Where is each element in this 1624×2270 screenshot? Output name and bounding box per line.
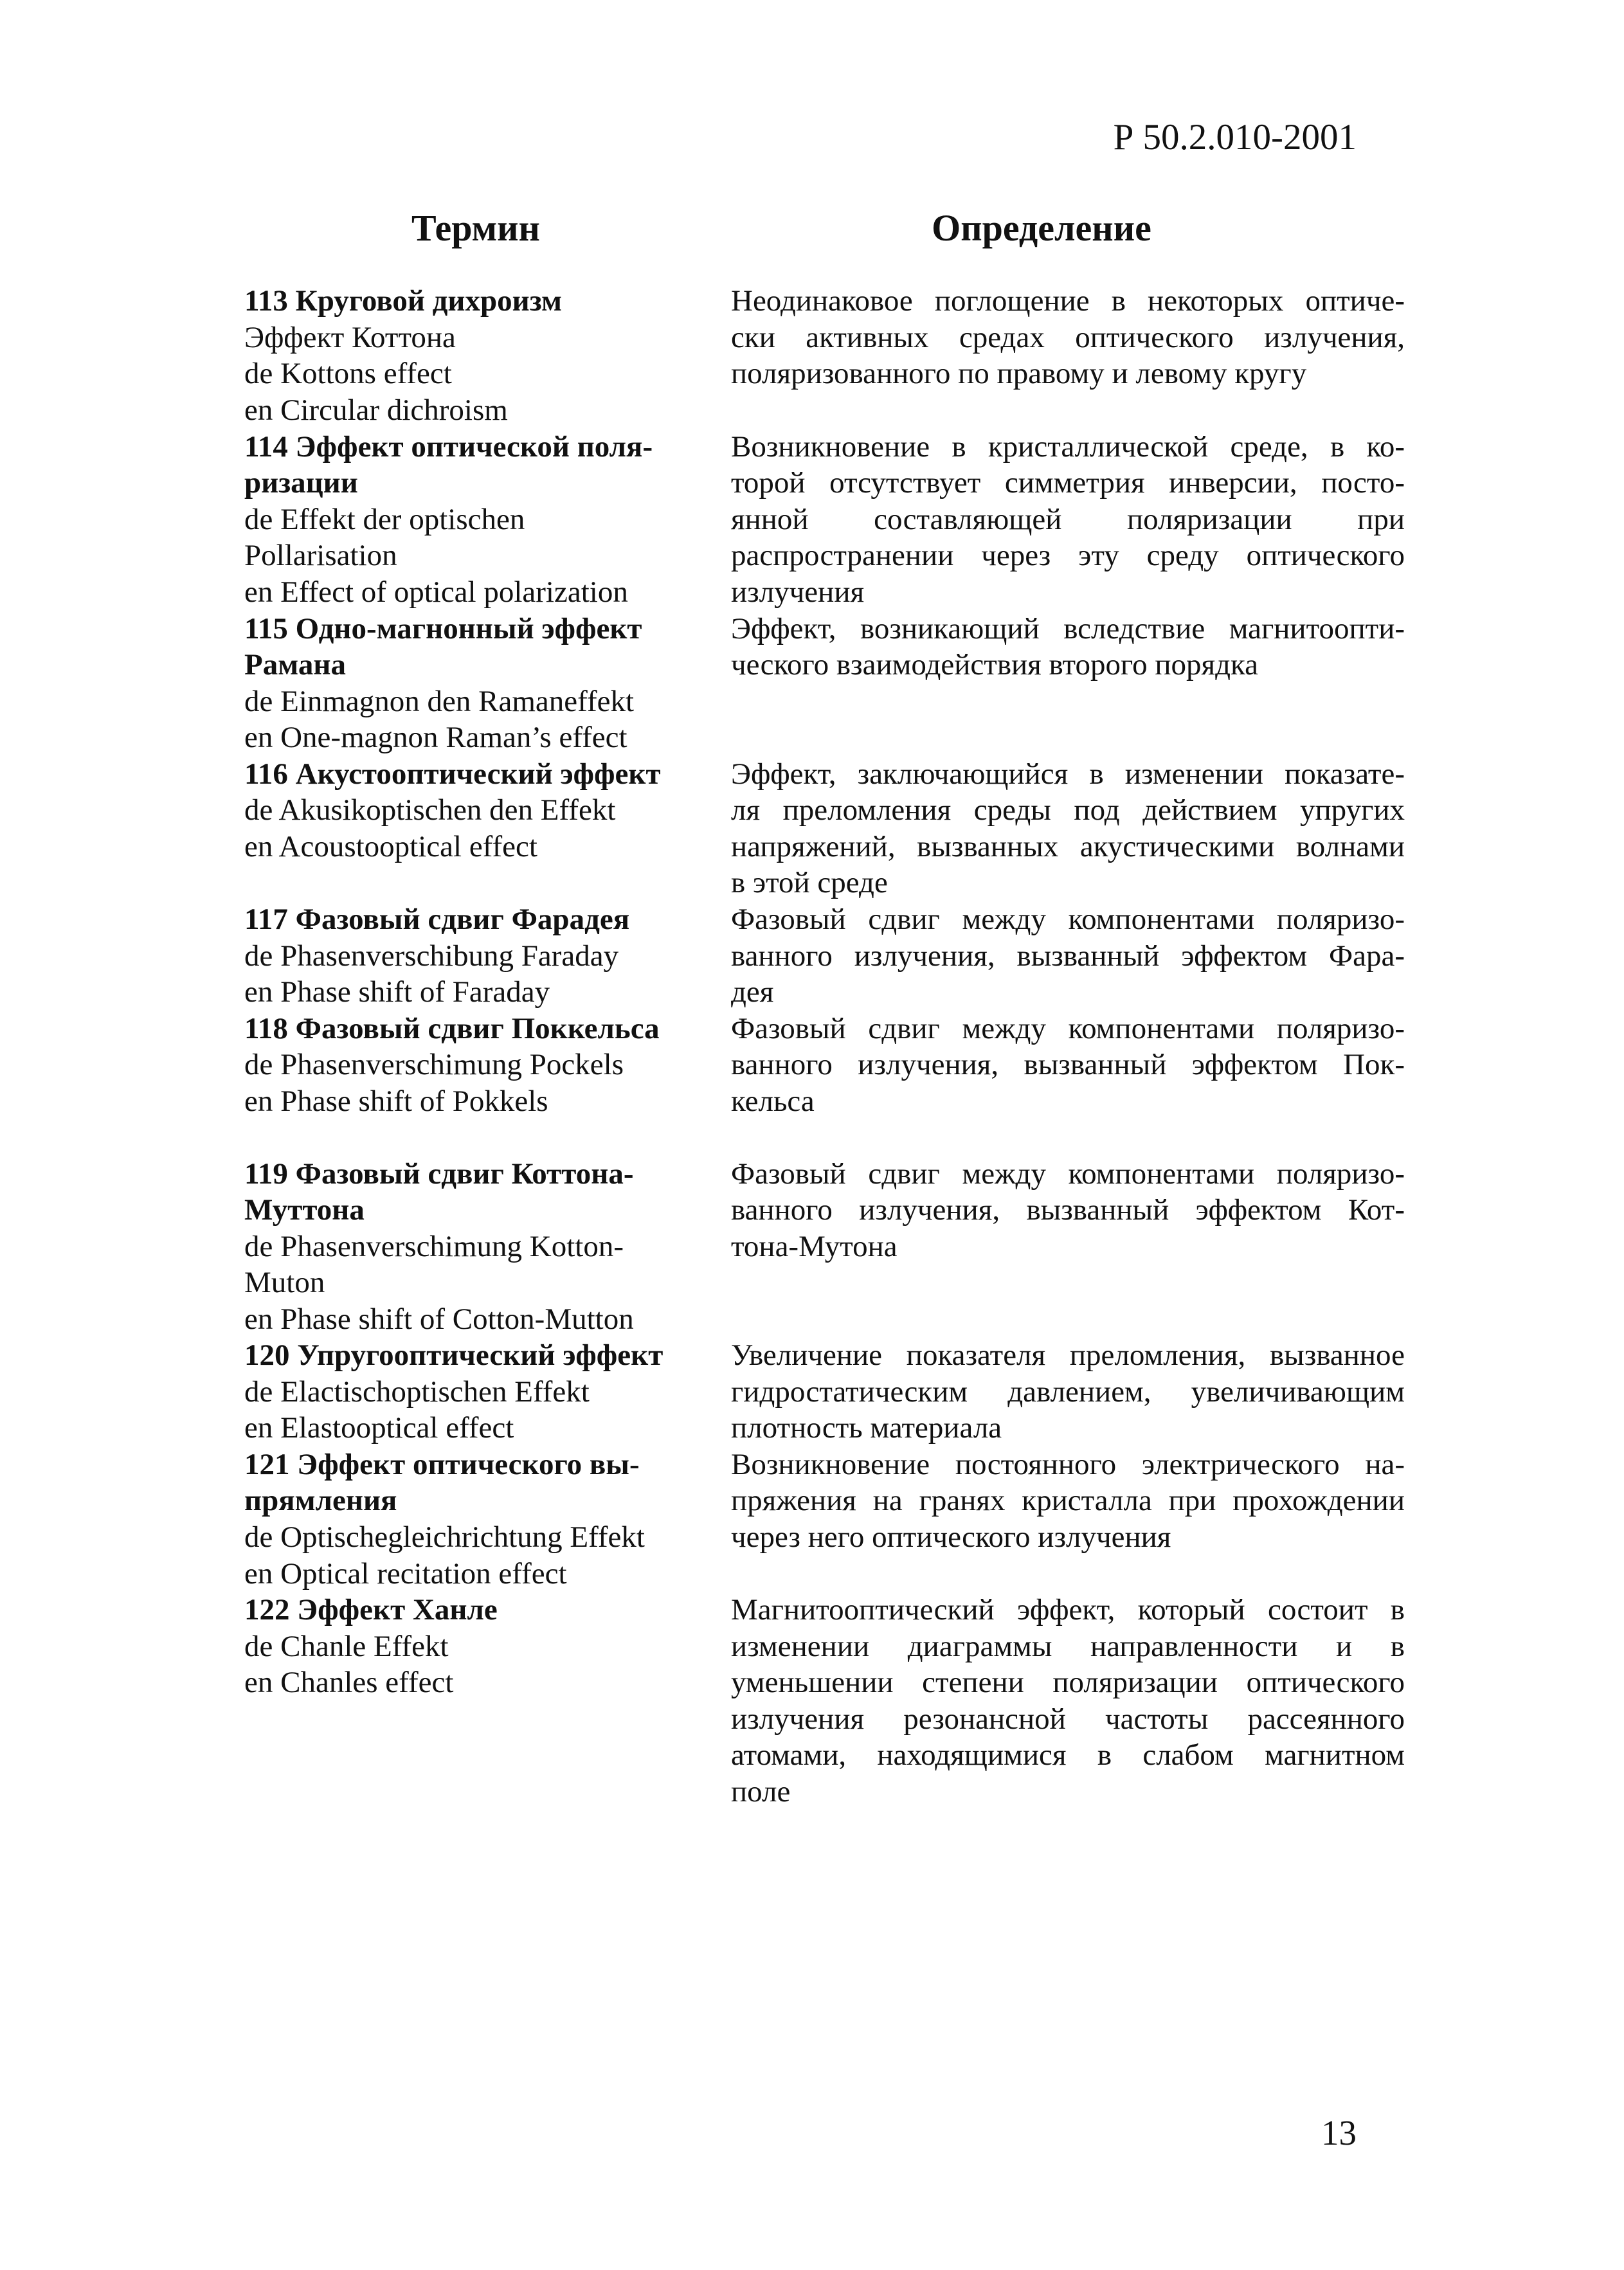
definition-line: Эффект, заключающийся в изменении показате-: [731, 757, 1405, 791]
document-number: Р 50.2.010-2001: [1113, 117, 1357, 158]
term-column-heading: Термин: [411, 207, 540, 249]
term-german: de Chanle Effekt: [244, 1630, 449, 1663]
term-title: 122 Эффект Ханле: [244, 1593, 498, 1626]
term-german: de Kottons effect: [244, 357, 452, 390]
definition-line: ческого взаимодействия второго порядка: [731, 648, 1258, 681]
definition-line: ванного излучения, вызванный эффектом Фара-: [731, 939, 1405, 973]
term-english: en Chanles effect: [244, 1666, 454, 1699]
definition-line: излучения: [731, 575, 865, 609]
term-title: 116 Акустооптический эффект: [244, 757, 661, 791]
term-title: Рамана: [244, 648, 346, 681]
term-english: en Acoustooptical effect: [244, 830, 537, 863]
definition-line: Магнитооптический эффект, который состоит в: [731, 1593, 1405, 1626]
term-german: de Phasenverschibung Faraday: [244, 939, 619, 973]
definition-line: Возникновение постоянного электрического на-: [731, 1448, 1405, 1481]
term-title: 120 Упругооптический эффект: [244, 1338, 663, 1372]
definition-line: дея: [731, 975, 774, 1009]
term-title: 118 Фазовый сдвиг Поккельса: [244, 1012, 660, 1045]
definition-line: изменении диаграммы направленности и в: [731, 1630, 1405, 1663]
term-title: ризации: [244, 466, 358, 500]
definition-line: пряжения на гранях кристалла при прохождении: [731, 1484, 1405, 1517]
definition-line: ски активных средах оптического излучения,: [731, 321, 1405, 354]
definition-line: Возникновение в кристаллической среде, в ко-: [731, 430, 1405, 464]
definition-line: ванного излучения, вызванный эффектом Пок-: [731, 1048, 1405, 1081]
term-english: en Elastooptical effect: [244, 1411, 514, 1445]
definition-line: торой отсутствует симметрия инверсии, посто-: [731, 466, 1405, 500]
term-german: de Akusikoptischen den Effekt: [244, 793, 616, 827]
term-english: en Phase shift of Pokkels: [244, 1085, 548, 1118]
term-german: Pollarisation: [244, 539, 397, 572]
definition-line: поляризованного по правому и левому кругу: [731, 357, 1307, 390]
term-title: Муттона: [244, 1193, 365, 1227]
definition-line: ванного излучения, вызванный эффектом Кот-: [731, 1193, 1405, 1227]
definition-line: ля преломления среды под действием упругих: [731, 793, 1405, 827]
definition-line: Фазовый сдвиг между компонентами поляризо-: [731, 1012, 1405, 1045]
definition-line: уменьшении степени поляризации оптического: [731, 1666, 1405, 1699]
term-english: en Effect of optical polarization: [244, 575, 628, 609]
term-title: прямления: [244, 1484, 397, 1517]
definition-line: плотность материала: [731, 1411, 1002, 1445]
term-german: de Effekt der optischen: [244, 503, 525, 536]
term-title: 115 Одно-магнонный эффект: [244, 612, 642, 645]
term-english: en Optical recitation effect: [244, 1557, 567, 1590]
term-title: 113 Круговой дихроизм: [244, 284, 562, 318]
definition-line: кельса: [731, 1085, 815, 1118]
definition-line: Фазовый сдвиг между компонентами поляризо-: [731, 1157, 1405, 1191]
definition-line: поле: [731, 1775, 791, 1808]
definition-line: через него оптического излучения: [731, 1520, 1171, 1554]
term-german: de Phasenverschimung Kotton-: [244, 1230, 624, 1263]
term-german: de Phasenverschimung Pockels: [244, 1048, 624, 1081]
definition-line: распространении через эту среду оптического: [731, 539, 1405, 572]
term-synonym: Эффект Коттона: [244, 321, 456, 354]
term-title: 114 Эффект оптической поля-: [244, 430, 653, 464]
definition-line: Увеличение показателя преломления, вызванное: [731, 1338, 1405, 1372]
term-german: de Einmagnon den Ramaneffekt: [244, 685, 635, 718]
definition-line: излучения резонансной частоты рассеянного: [731, 1702, 1405, 1736]
definition-line: Фазовый сдвиг между компонентами поляризо-: [731, 903, 1405, 936]
term-title: 121 Эффект оптического вы-: [244, 1448, 640, 1481]
term-english: en Phase shift of Faraday: [244, 975, 550, 1009]
definition-line: Неодинаковое поглощение в некоторых оптиче-: [731, 284, 1405, 318]
definition-line: янной составляющей поляризации при: [731, 503, 1405, 536]
definition-line: атомами, находящимися в слабом магнитном: [731, 1738, 1405, 1772]
term-german: Muton: [244, 1266, 325, 1299]
definition-line: напряжений, вызванных акустическими волнами: [731, 830, 1405, 863]
definition-line: тона-Мутона: [731, 1230, 898, 1263]
term-title: 119 Фазовый сдвиг Коттона-: [244, 1157, 634, 1191]
page-number: 13: [1321, 2113, 1357, 2152]
term-title: 117 Фазовый сдвиг Фарадея: [244, 903, 630, 936]
term-english: en Circular dichroism: [244, 393, 508, 427]
term-english: en One-magnon Raman’s effect: [244, 721, 627, 754]
term-german: de Elactischoptischen Effekt: [244, 1375, 590, 1409]
definition-line: гидростатическим давлением, увеличивающим: [731, 1375, 1405, 1409]
definition-line: Эффект, возникающий вследствие магнитоопти-: [731, 612, 1405, 645]
term-english: en Phase shift of Cotton-Mutton: [244, 1302, 634, 1336]
definition-line: в этой среде: [731, 866, 888, 899]
definition-column-heading: Определение: [932, 207, 1151, 249]
term-german: de Optischegleichrichtung Effekt: [244, 1520, 645, 1554]
